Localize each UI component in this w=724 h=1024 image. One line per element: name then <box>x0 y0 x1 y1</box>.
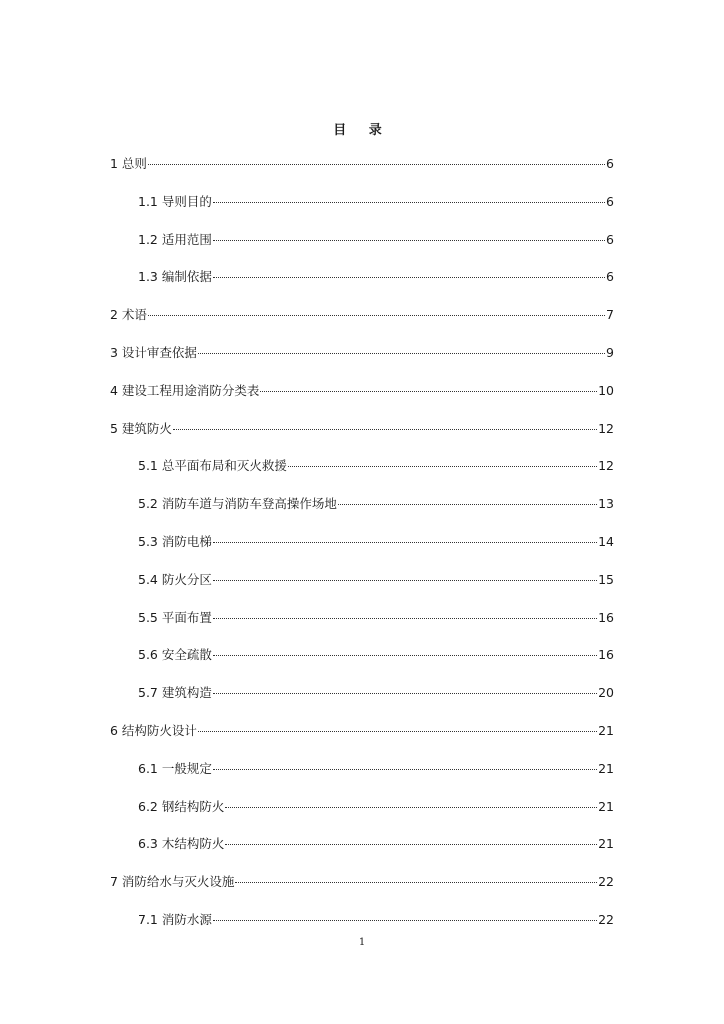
dot-leader <box>148 315 605 316</box>
dot-leader <box>213 542 597 543</box>
toc-entry[interactable] <box>0 609 724 647</box>
toc-entry-text: 1 总则 <box>110 156 147 171</box>
dot-leader <box>213 920 597 921</box>
dot-leader <box>225 844 597 845</box>
toc-entry[interactable] <box>0 873 724 911</box>
dot-leader <box>213 618 597 619</box>
toc-entry-page: 6 <box>606 269 614 285</box>
dot-leader <box>213 202 605 203</box>
toc-entry[interactable] <box>0 420 724 458</box>
toc-entry-page: 22 <box>598 911 614 927</box>
toc-entry-text: 5.4 防火分区 <box>138 571 212 587</box>
toc-entry-text: 5.3 消防电梯 <box>138 533 212 549</box>
toc-entry[interactable] <box>0 495 724 533</box>
toc-entry-page: 14 <box>598 533 614 549</box>
toc-entry[interactable] <box>0 684 724 722</box>
toc-entry[interactable] <box>0 268 724 306</box>
toc-entry-text: 7.1 消防水源 <box>138 911 212 927</box>
toc-entry-page: 21 <box>598 760 614 776</box>
dot-leader <box>213 240 605 241</box>
dot-leader <box>173 429 597 430</box>
toc-entry[interactable] <box>0 193 724 231</box>
toc-entry-text: 5.5 平面布置 <box>138 609 212 625</box>
toc-entry[interactable] <box>0 382 724 420</box>
toc-entry-text: 6.1 一般规定 <box>138 760 212 776</box>
toc-entry[interactable] <box>0 722 724 760</box>
toc-entry-text: 1.2 适用范围 <box>138 231 212 247</box>
toc-entry-text: 5.7 建筑构造 <box>138 685 212 701</box>
toc-entry[interactable] <box>0 533 724 571</box>
dot-leader <box>235 882 597 883</box>
toc-entry-text: 5 建筑防火 <box>110 420 172 436</box>
toc-entry[interactable] <box>0 646 724 684</box>
toc-entry-page: 21 <box>598 798 614 814</box>
toc-entry-text: 2 术语 <box>110 307 147 323</box>
dot-leader <box>213 769 597 770</box>
toc-entry-text: 5.1 总平面布局和灭火救援 <box>138 458 287 474</box>
toc-list <box>0 155 724 949</box>
toc-entry-page: 16 <box>598 609 614 625</box>
dot-leader <box>198 353 605 354</box>
toc-entry-text: 5.2 消防车道与消防车登高操作场地 <box>138 496 337 512</box>
toc-entry[interactable] <box>0 835 724 873</box>
dot-leader <box>288 466 597 467</box>
toc-entry-text: 1.1 导则目的 <box>138 193 212 209</box>
toc-entry-text: 3 设计审查依据 <box>110 344 197 360</box>
toc-entry-page: 6 <box>606 193 614 209</box>
toc-entry-text: 7 消防给水与灭火设施 <box>110 874 235 890</box>
toc-entry[interactable] <box>0 306 724 344</box>
toc-entry[interactable] <box>0 155 724 193</box>
dot-leader <box>225 807 597 808</box>
page-number: 1 <box>358 937 366 948</box>
dot-leader <box>213 580 597 581</box>
toc-entry-page: 9 <box>606 344 614 360</box>
dot-leader <box>338 504 597 505</box>
toc-entry[interactable] <box>0 231 724 269</box>
toc-entry-page: 6 <box>606 231 614 247</box>
toc-entry-page: 15 <box>598 571 614 587</box>
toc-entry[interactable] <box>0 571 724 609</box>
toc-entry[interactable] <box>0 798 724 836</box>
dot-leader <box>213 693 597 694</box>
toc-entry-page: 12 <box>598 420 614 436</box>
toc-entry-text: 6.3 木结构防火 <box>138 836 225 852</box>
toc-entry-page: 21 <box>598 836 614 852</box>
toc-entry-page: 7 <box>606 307 614 323</box>
toc-entry-page: 10 <box>598 382 614 398</box>
toc-entry-page: 12 <box>598 458 614 474</box>
dot-leader <box>213 277 605 278</box>
dot-leader <box>213 655 597 656</box>
toc-entry[interactable] <box>0 457 724 495</box>
toc-entry-page: 16 <box>598 647 614 663</box>
toc-entry[interactable] <box>0 344 724 382</box>
dot-leader <box>198 731 597 732</box>
toc-entry-text: 4 建设工程用途消防分类表 <box>110 382 260 398</box>
toc-entry[interactable] <box>0 760 724 798</box>
toc-entry-page: 13 <box>598 496 614 512</box>
toc-entry-page: 21 <box>598 722 614 738</box>
toc-entry-page: 22 <box>598 874 614 890</box>
dot-leader <box>260 391 597 392</box>
toc-entry-page: 20 <box>598 685 614 701</box>
toc-entry-text: 1.3 编制依据 <box>138 269 212 285</box>
toc-entry-text: 6.2 钢结构防火 <box>138 798 225 814</box>
dot-leader <box>148 164 605 165</box>
toc-entry-page: 6 <box>606 156 614 171</box>
toc-title: 目 录 <box>333 123 391 138</box>
toc-entry-text: 6 结构防火设计 <box>110 722 197 738</box>
toc-entry-text: 5.6 安全疏散 <box>138 647 212 663</box>
